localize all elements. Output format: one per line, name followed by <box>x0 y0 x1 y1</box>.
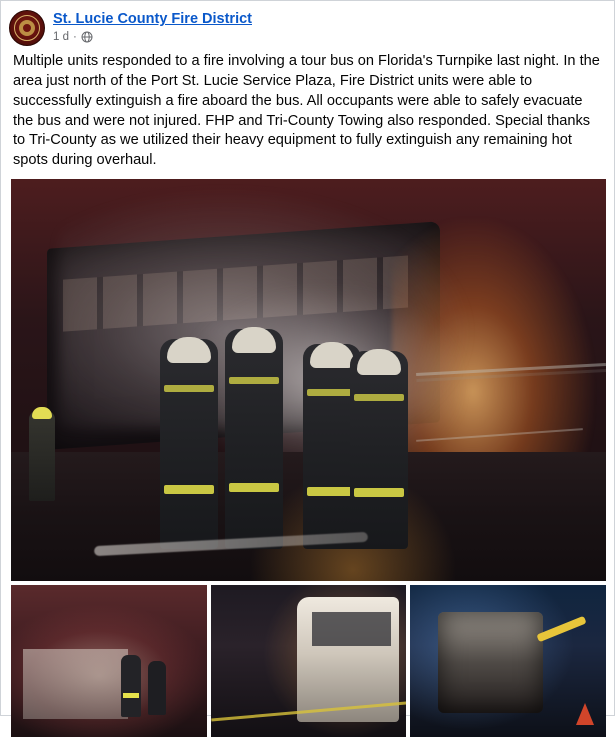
hero-firefighter-distant <box>29 411 55 501</box>
thumb3-tow-boom <box>536 615 586 641</box>
helmet-icon <box>310 342 354 368</box>
helmet-icon <box>357 349 401 375</box>
post-header-text <box>53 9 252 44</box>
thumbnail-row <box>11 585 606 737</box>
post-header <box>1 1 614 46</box>
post-meta <box>53 31 252 44</box>
thumb3-bus-wreckage <box>438 612 544 712</box>
hero-photo[interactable] <box>11 179 606 581</box>
page-name-link[interactable]: St. Lucie County Fire District <box>53 11 252 27</box>
thumb2-windshield <box>312 612 390 645</box>
thumbnail-photo-3[interactable] <box>410 585 606 737</box>
thumbnail-photo-1[interactable] <box>11 585 207 737</box>
hero-firefighter-1 <box>160 339 218 549</box>
hero-firefighter-2 <box>225 329 283 549</box>
thumb3-traffic-cone <box>576 703 594 725</box>
post-media <box>1 179 614 737</box>
post-timestamp[interactable]: 1 d <box>53 30 69 43</box>
hero-firefighter-4 <box>350 351 408 549</box>
thumb1-firefighter-2 <box>148 661 166 715</box>
helmet-icon <box>167 337 211 363</box>
globe-icon <box>81 31 93 43</box>
thumb1-bus-side <box>23 649 129 719</box>
post-message: Multiple units responded to a fire involving a tour bus on Florida's Turnpike last night. In the area just north of the Port St. Lucie Service Plaza, Fire District units were able to successfully extinguish a fire aboard the bus. All occupants were able to safely evacuate the bus and were not injured. FHP and Tri-County Towing also responded. Special thanks to Tri-County as we utilized their heavy equipment to fully extinguish any remaining hot spots during overhaul. <box>13 53 600 169</box>
fire-district-seal-avatar[interactable] <box>9 10 45 46</box>
avatar-core <box>23 24 31 32</box>
helmet-icon <box>232 327 276 353</box>
thumbnail-photo-2[interactable] <box>211 585 407 737</box>
thumb1-firefighter-1 <box>121 655 141 717</box>
meta-separator: · <box>73 30 77 43</box>
